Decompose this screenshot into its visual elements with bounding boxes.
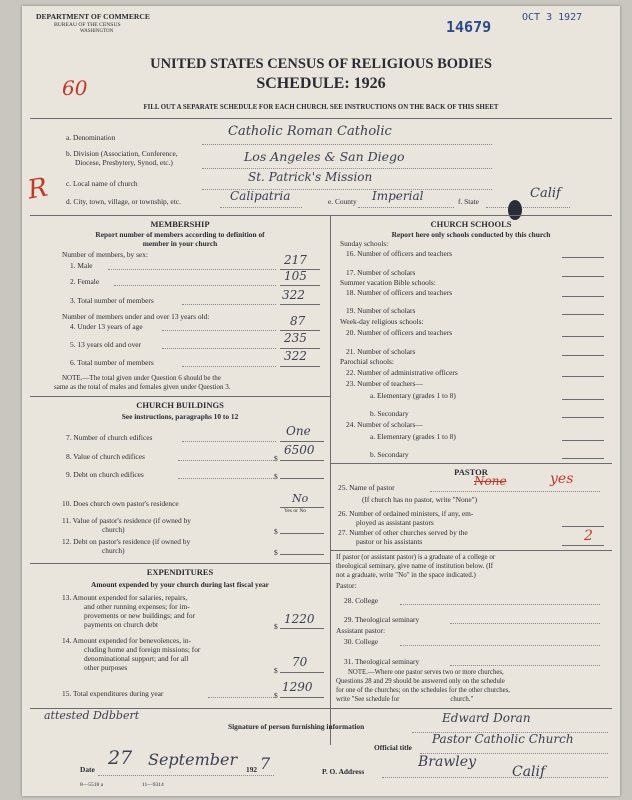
q14-dollar: $ <box>274 666 278 675</box>
q18-field <box>562 296 604 297</box>
po-address-label: P. O. Address <box>322 767 365 776</box>
q22-field <box>562 376 604 377</box>
q15-value: 1290 <box>282 680 313 694</box>
q13-label-2: and other running expenses; for im- <box>84 602 190 611</box>
date-received-stamp: OCT 3 1927 <box>522 12 583 23</box>
date-line <box>98 775 274 776</box>
denomination-value: Catholic Roman Catholic <box>228 124 392 139</box>
county-label: e. County <box>328 197 357 206</box>
signature-value: Edward Doran <box>442 711 531 725</box>
q29-line <box>450 623 600 624</box>
header-rule <box>30 118 612 119</box>
q1-male-label: 1. Male <box>70 261 93 270</box>
q9-dollar: $ <box>274 472 278 481</box>
pastor-note-2: Questions 28 and 29 should be answered only on the schedule <box>336 678 505 685</box>
q15-field <box>280 697 324 698</box>
buildings-title: CHURCH BUILDINGS <box>136 400 224 410</box>
q14-field <box>280 672 324 673</box>
county-value: Imperial <box>372 189 424 203</box>
q14-value: 70 <box>292 655 308 669</box>
membership-note-2: same as the total of males and females given under Question 3. <box>54 383 231 391</box>
bureau-city: WASHINGTON <box>80 29 114 34</box>
q12-label: 12. Debt on pastor's residence (if owned by <box>62 537 191 546</box>
instruction-line: FILL OUT A SEPARATE SCHEDULE FOR EACH CHURCH. SEE INSTRUCTIONS ON THE BACK OF THIS SHEET <box>143 104 499 111</box>
pastor-sub-label: Pastor: <box>336 581 357 590</box>
graduate-note-2: theological seminary, give name of institution below. (If <box>336 562 494 570</box>
print-number: 11—9314 <box>142 782 164 788</box>
form-title: UNITED STATES CENSUS OF RELIGIOUS BODIES <box>150 56 492 72</box>
q16-label: 16. Number of officers and teachers <box>346 249 453 258</box>
q4-leader <box>162 330 276 331</box>
graduate-note: If pastor (or assistant pastor) is a graduate of a college or <box>336 553 496 561</box>
q27-field <box>562 545 604 546</box>
church-name-label: c. Local name of church <box>66 179 138 188</box>
q23a-label: a. Elementary (grades 1 to 8) <box>370 391 456 400</box>
expenditures-title: EXPENDITURES <box>146 567 214 577</box>
q10-value: No <box>292 492 309 505</box>
census-schedule-sheet <box>22 6 620 796</box>
q23-label: 23. Number of teachers— <box>346 379 423 388</box>
q12-field <box>280 554 324 555</box>
q8-label: 8. Value of church edifices <box>66 452 145 461</box>
q6-total-value: 322 <box>284 349 307 363</box>
q3-total-label: 3. Total number of members <box>70 296 154 305</box>
q1-leader <box>108 269 276 270</box>
vacation-schools-label: Summer vacation Bible schools: <box>340 278 436 287</box>
po-address-value: Brawley <box>418 754 476 770</box>
center-divider <box>330 215 331 745</box>
q17-label: 17. Number of scholars <box>346 268 416 277</box>
q13-dollar: $ <box>274 622 278 631</box>
q1-male-value: 217 <box>284 253 307 267</box>
q24a-label: a. Elementary (grades 1 to 8) <box>370 432 456 441</box>
sunday-schools-label: Sunday schools: <box>340 239 389 248</box>
q2-field <box>280 285 320 286</box>
q19-label: 19. Number of scholars <box>346 306 416 315</box>
q6-total-label: 6. Total number of members <box>70 358 154 367</box>
pastor-note-3: for one of the churches; on the schedules for the other churches, <box>336 687 511 694</box>
schools-rule <box>330 463 612 464</box>
q25-line <box>430 491 600 492</box>
q11-label: 11. Value of pastor's residence (if owned by <box>62 516 191 525</box>
q15-dollar: $ <box>274 691 278 700</box>
membership-subtitle: Report number of members according to definition of <box>95 230 265 239</box>
q14-label-2: cluding home and foreign missions; for <box>84 645 201 654</box>
q14-label: 14. Amount expended for benevolences, in- <box>62 636 192 645</box>
division-value: Los Angeles & San Diego <box>244 149 405 164</box>
attested-note: attested Ddbbert <box>44 709 140 722</box>
po-address-line <box>382 777 608 778</box>
official-title-value: Pastor Catholic Church <box>432 732 574 746</box>
official-title-label: Official title <box>374 743 412 752</box>
pastor-title: PASTOR <box>454 467 488 477</box>
division-label: b. Division (Association, Conference, <box>66 149 178 158</box>
q11-label-2: church) <box>102 525 125 534</box>
q31-line <box>450 665 600 666</box>
membership-note: NOTE.—The total given under Question 6 should be the <box>62 374 221 382</box>
section-top-rule <box>30 215 612 216</box>
po-state-value: Calif <box>512 764 546 780</box>
q25-correction: yes <box>550 471 574 487</box>
q9-label: 9. Debt on church edifices <box>66 470 144 479</box>
q3-leader <box>182 304 276 305</box>
q7-value: One <box>286 424 311 438</box>
q3-total-value: 322 <box>282 288 305 302</box>
q8-value: 6500 <box>284 443 315 457</box>
pastor-note: NOTE.—Where one pastor serves two or more churches, <box>348 669 504 676</box>
q24b-label: b. Secondary <box>370 450 409 459</box>
division-line <box>202 168 492 169</box>
q13-label-3: provements or new buildings; and for <box>84 611 196 620</box>
buildings-rule <box>30 563 330 564</box>
year-digit: 7 <box>260 754 271 773</box>
q16-field <box>562 257 604 258</box>
membership-title: MEMBERSHIP <box>150 219 210 229</box>
q11-field <box>280 533 324 534</box>
state-line <box>486 207 570 208</box>
q23b-field <box>562 417 604 418</box>
q27-label: 27. Number of other churches served by the <box>338 528 468 537</box>
church-name-value: St. Patrick's Mission <box>248 170 373 184</box>
q9-field <box>280 478 324 479</box>
q7-label: 7. Number of church edifices <box>66 433 153 442</box>
buildings-subtitle: See instructions, paragraphs 10 to 12 <box>121 412 239 421</box>
q13-label-4: payments on church debt <box>84 620 159 629</box>
q25-value: None <box>474 474 507 488</box>
q30-line <box>400 645 600 646</box>
graduate-note-3: not a graduate, write "No" in the space indicated.) <box>336 571 476 579</box>
q19-field <box>562 314 604 315</box>
q24a-field <box>562 440 604 441</box>
q5-leader <box>162 348 276 349</box>
state-label: f. State <box>458 197 479 206</box>
q15-label: 15. Total expenditures during year <box>62 689 164 698</box>
denomination-label: a. Denomination <box>66 133 116 142</box>
q26-label: 26. Number of ordained ministers, if any, em- <box>338 509 474 518</box>
q13-field <box>280 628 324 629</box>
q20-label: 20. Number of officers and teachers <box>346 328 453 337</box>
q29-label: 29. Theological seminary <box>344 615 420 624</box>
pastor-note-4: write "See schedule for church." <box>336 696 474 703</box>
q31-label: 31. Theological seminary <box>344 657 420 666</box>
q2-leader <box>114 285 276 286</box>
q7-field <box>280 441 324 442</box>
q23a-field <box>562 399 604 400</box>
q5-over13-value: 235 <box>284 331 307 345</box>
q6-field <box>280 366 320 367</box>
serial-stamp: 14679 <box>446 18 492 36</box>
q13-label: 13. Amount expended for salaries, repairs, <box>62 593 188 602</box>
q14-label-4: other purposes <box>84 663 128 672</box>
state-value: Calif <box>530 186 561 201</box>
q22-label: 22. Number of administrative officers <box>346 368 458 377</box>
q6-leader <box>182 366 276 367</box>
county-line <box>358 207 454 208</box>
q7-leader <box>182 441 276 442</box>
q12-dollar: $ <box>274 548 278 557</box>
q5-over13-label: 5. 13 years old and over <box>70 340 142 349</box>
division-label-2: Diocese, Presbytery, Synod, etc.) <box>75 158 173 167</box>
weekday-schools-label: Week-day religious schools: <box>340 317 424 326</box>
year-prefix: 192 <box>246 765 258 774</box>
q25-label: 25. Name of pastor <box>338 483 395 492</box>
q10-label: 10. Does church own pastor's residence <box>62 499 179 508</box>
q8-dollar: $ <box>274 454 278 463</box>
membership-subtitle-2: member in your church <box>142 239 218 248</box>
pastor-rule <box>330 550 612 551</box>
q11-dollar: $ <box>274 527 278 536</box>
form-number: 8—5518 a <box>80 782 104 788</box>
q21-label: 21. Number of scholars <box>346 347 416 356</box>
q26-field <box>562 526 604 527</box>
q27-label-2: pastor or his assistants <box>356 537 423 546</box>
date-day: 27 <box>108 747 133 769</box>
denomination-line <box>202 144 492 145</box>
age-head-label: Number of members under and over 13 years old: <box>62 312 210 321</box>
q27-value: 2 <box>584 528 593 544</box>
q23b-label: b. Secondary <box>370 409 409 418</box>
q20-field <box>562 336 604 337</box>
q18-label: 18. Number of officers and teachers <box>346 288 453 297</box>
q8-field <box>280 460 324 461</box>
q8-leader <box>178 460 274 461</box>
membership-rule <box>30 396 330 397</box>
city-label: d. City, town, village, or township, etc. <box>66 197 181 206</box>
q26-label-2: ployed as assistant pastors <box>356 518 434 527</box>
q30-label: 30. College <box>344 637 379 646</box>
q3-field <box>280 304 320 305</box>
q15-leader <box>208 697 274 698</box>
q14-label-3: denominational support; and for all <box>84 654 189 663</box>
city-value: Calipatria <box>230 189 291 203</box>
margin-mark: R <box>25 172 51 206</box>
schools-subtitle: Report here only schools conducted by this church <box>391 230 551 239</box>
q28-line <box>400 604 600 605</box>
q4-under13-value: 87 <box>290 314 306 328</box>
q2-female-label: 2. Female <box>70 277 100 286</box>
parochial-schools-label: Parochial schools: <box>340 357 394 366</box>
margin-number: 60 <box>62 76 88 100</box>
q4-under13-label: 4. Under 13 years of age <box>70 322 143 331</box>
q17-field <box>562 276 604 277</box>
schedule-year: SCHEDULE: 1926 <box>256 75 386 92</box>
date-month: September <box>148 750 238 769</box>
department-name: DEPARTMENT OF COMMERCE <box>36 12 150 21</box>
q12-label-2: church) <box>102 546 125 555</box>
expenditures-subtitle: Amount expended by your church during last fiscal year <box>91 580 269 589</box>
bureau-name: BUREAU OF THE CENSUS <box>54 22 121 28</box>
city-line <box>220 207 302 208</box>
q21-field <box>562 355 604 356</box>
q25-note: (If church has no pastor, write "None") <box>362 495 478 504</box>
schools-title: CHURCH SCHOOLS <box>430 219 512 229</box>
q28-label: 28. College <box>344 596 379 605</box>
date-label: Date <box>80 765 95 774</box>
signature-label: Signature of person furnishing information <box>228 722 365 731</box>
assistant-sub-label: Assistant pastor: <box>336 626 386 635</box>
q13-value: 1220 <box>284 612 315 626</box>
q2-female-value: 105 <box>284 269 307 283</box>
q24b-field <box>562 458 604 459</box>
yes-no-hint: Yes or No <box>284 508 307 514</box>
q9-leader <box>178 478 274 479</box>
q24-label: 24. Number of scholars— <box>346 420 423 429</box>
ink-blot <box>508 200 522 220</box>
by-sex-label: Number of members, by sex: <box>62 250 148 259</box>
